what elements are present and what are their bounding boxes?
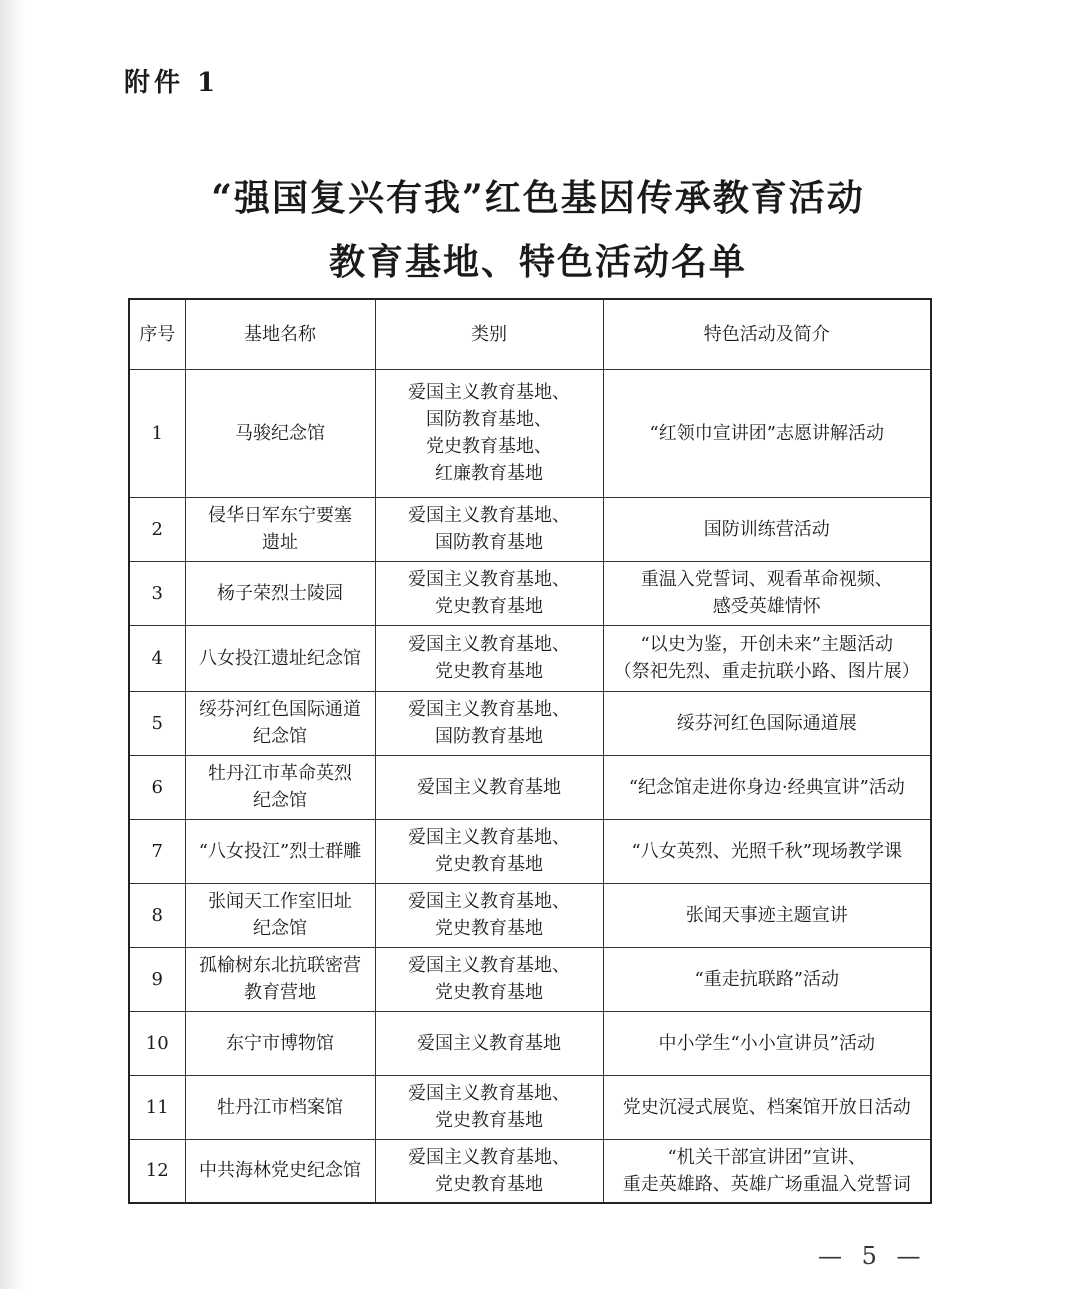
cell-name: 马骏纪念馆 [185, 369, 375, 497]
cell-category: 爱国主义教育基地、 党史教育基地 [375, 947, 603, 1011]
table-row [129, 1139, 931, 1203]
cell-category: 爱国主义教育基地、 党史教育基地 [375, 819, 603, 883]
cell-activity: 国防训练营活动 [603, 497, 931, 561]
cell-no: 1 [129, 369, 185, 497]
cell-no: 5 [129, 691, 185, 755]
header-cell-activity: 特色活动及简介 [603, 299, 931, 369]
cell-name: 中共海林党史纪念馆 [185, 1139, 375, 1203]
cell-no: 12 [129, 1139, 185, 1203]
cell-no: 11 [129, 1075, 185, 1139]
header-cell-name: 基地名称 [185, 299, 375, 369]
cell-activity: “机关干部宣讲团”宣讲、 重走英雄路、英雄广场重温入党誓词 [603, 1139, 931, 1203]
table-row [129, 1075, 931, 1139]
cell-name: 侵华日军东宁要塞 遗址 [185, 497, 375, 561]
table-header-row [129, 299, 931, 369]
cell-no: 6 [129, 755, 185, 819]
table-row [129, 947, 931, 1011]
cell-activity: 绥芬河红色国际通道展 [603, 691, 931, 755]
table-row [129, 369, 931, 497]
table-row [129, 561, 931, 625]
table-row [129, 625, 931, 691]
cell-category: 爱国主义教育基地、 党史教育基地 [375, 1139, 603, 1203]
document-title-line1: “强国复兴有我”红色基因传承教育活动 [211, 177, 865, 219]
cell-activity: 重温入党誓词、观看革命视频、 感受英雄情怀 [603, 561, 931, 625]
table-row [129, 819, 931, 883]
cell-name: 张闻天工作室旧址 纪念馆 [185, 883, 375, 947]
cell-name: 八女投江遗址纪念馆 [185, 625, 375, 691]
attachment-label: 附件 1 [124, 68, 220, 98]
cell-name: 孤榆树东北抗联密营 教育营地 [185, 947, 375, 1011]
table-row [129, 497, 931, 561]
cell-name: 东宁市博物馆 [185, 1011, 375, 1075]
cell-category: 爱国主义教育基地 [375, 755, 603, 819]
cell-activity: 党史沉浸式展览、档案馆开放日活动 [603, 1075, 931, 1139]
cell-category: 爱国主义教育基地、 党史教育基地 [375, 883, 603, 947]
cell-activity: “红领巾宣讲团”志愿讲解活动 [603, 369, 931, 497]
cell-no: 8 [129, 883, 185, 947]
cell-category: 爱国主义教育基地、 国防教育基地、 党史教育基地、 红廉教育基地 [375, 369, 603, 497]
table-row [129, 691, 931, 755]
cell-activity: “以史为鉴，开创未来”主题活动 （祭祀先烈、重走抗联小路、图片展） [603, 625, 931, 691]
cell-name: “八女投江”烈士群雕 [185, 819, 375, 883]
cell-activity: “重走抗联路”活动 [603, 947, 931, 1011]
cell-name: 绥芬河红色国际通道 纪念馆 [185, 691, 375, 755]
document-title-line2: 教育基地、特色活动名单 [328, 241, 747, 283]
header-cell-category: 类别 [375, 299, 603, 369]
cell-category: 爱国主义教育基地、 党史教育基地 [375, 1075, 603, 1139]
cell-category: 爱国主义教育基地、 国防教育基地 [375, 691, 603, 755]
cell-no: 2 [129, 497, 185, 561]
cell-activity: 中小学生“小小宣讲员”活动 [603, 1011, 931, 1075]
cell-activity: “纪念馆走进你身边·经典宣讲”活动 [603, 755, 931, 819]
cell-activity: “八女英烈、光照千秋”现场教学课 [603, 819, 931, 883]
cell-activity: 张闻天事迹主题宣讲 [603, 883, 931, 947]
table-row [129, 883, 931, 947]
cell-no: 3 [129, 561, 185, 625]
cell-no: 4 [129, 625, 185, 691]
header-cell-no: 序号 [129, 299, 185, 369]
cell-no: 7 [129, 819, 185, 883]
cell-name: 杨子荣烈士陵园 [185, 561, 375, 625]
education-base-table [128, 298, 932, 1204]
cell-no: 9 [129, 947, 185, 1011]
table-row [129, 1011, 931, 1075]
cell-name: 牡丹江市革命英烈 纪念馆 [185, 755, 375, 819]
page-number: — 5 — [818, 1242, 927, 1270]
cell-no: 10 [129, 1011, 185, 1075]
table-row [129, 755, 931, 819]
cell-category: 爱国主义教育基地、 国防教育基地 [375, 497, 603, 561]
cell-category: 爱国主义教育基地 [375, 1011, 603, 1075]
cell-category: 爱国主义教育基地、 党史教育基地 [375, 561, 603, 625]
cell-name: 牡丹江市档案馆 [185, 1075, 375, 1139]
cell-category: 爱国主义教育基地、 党史教育基地 [375, 625, 603, 691]
